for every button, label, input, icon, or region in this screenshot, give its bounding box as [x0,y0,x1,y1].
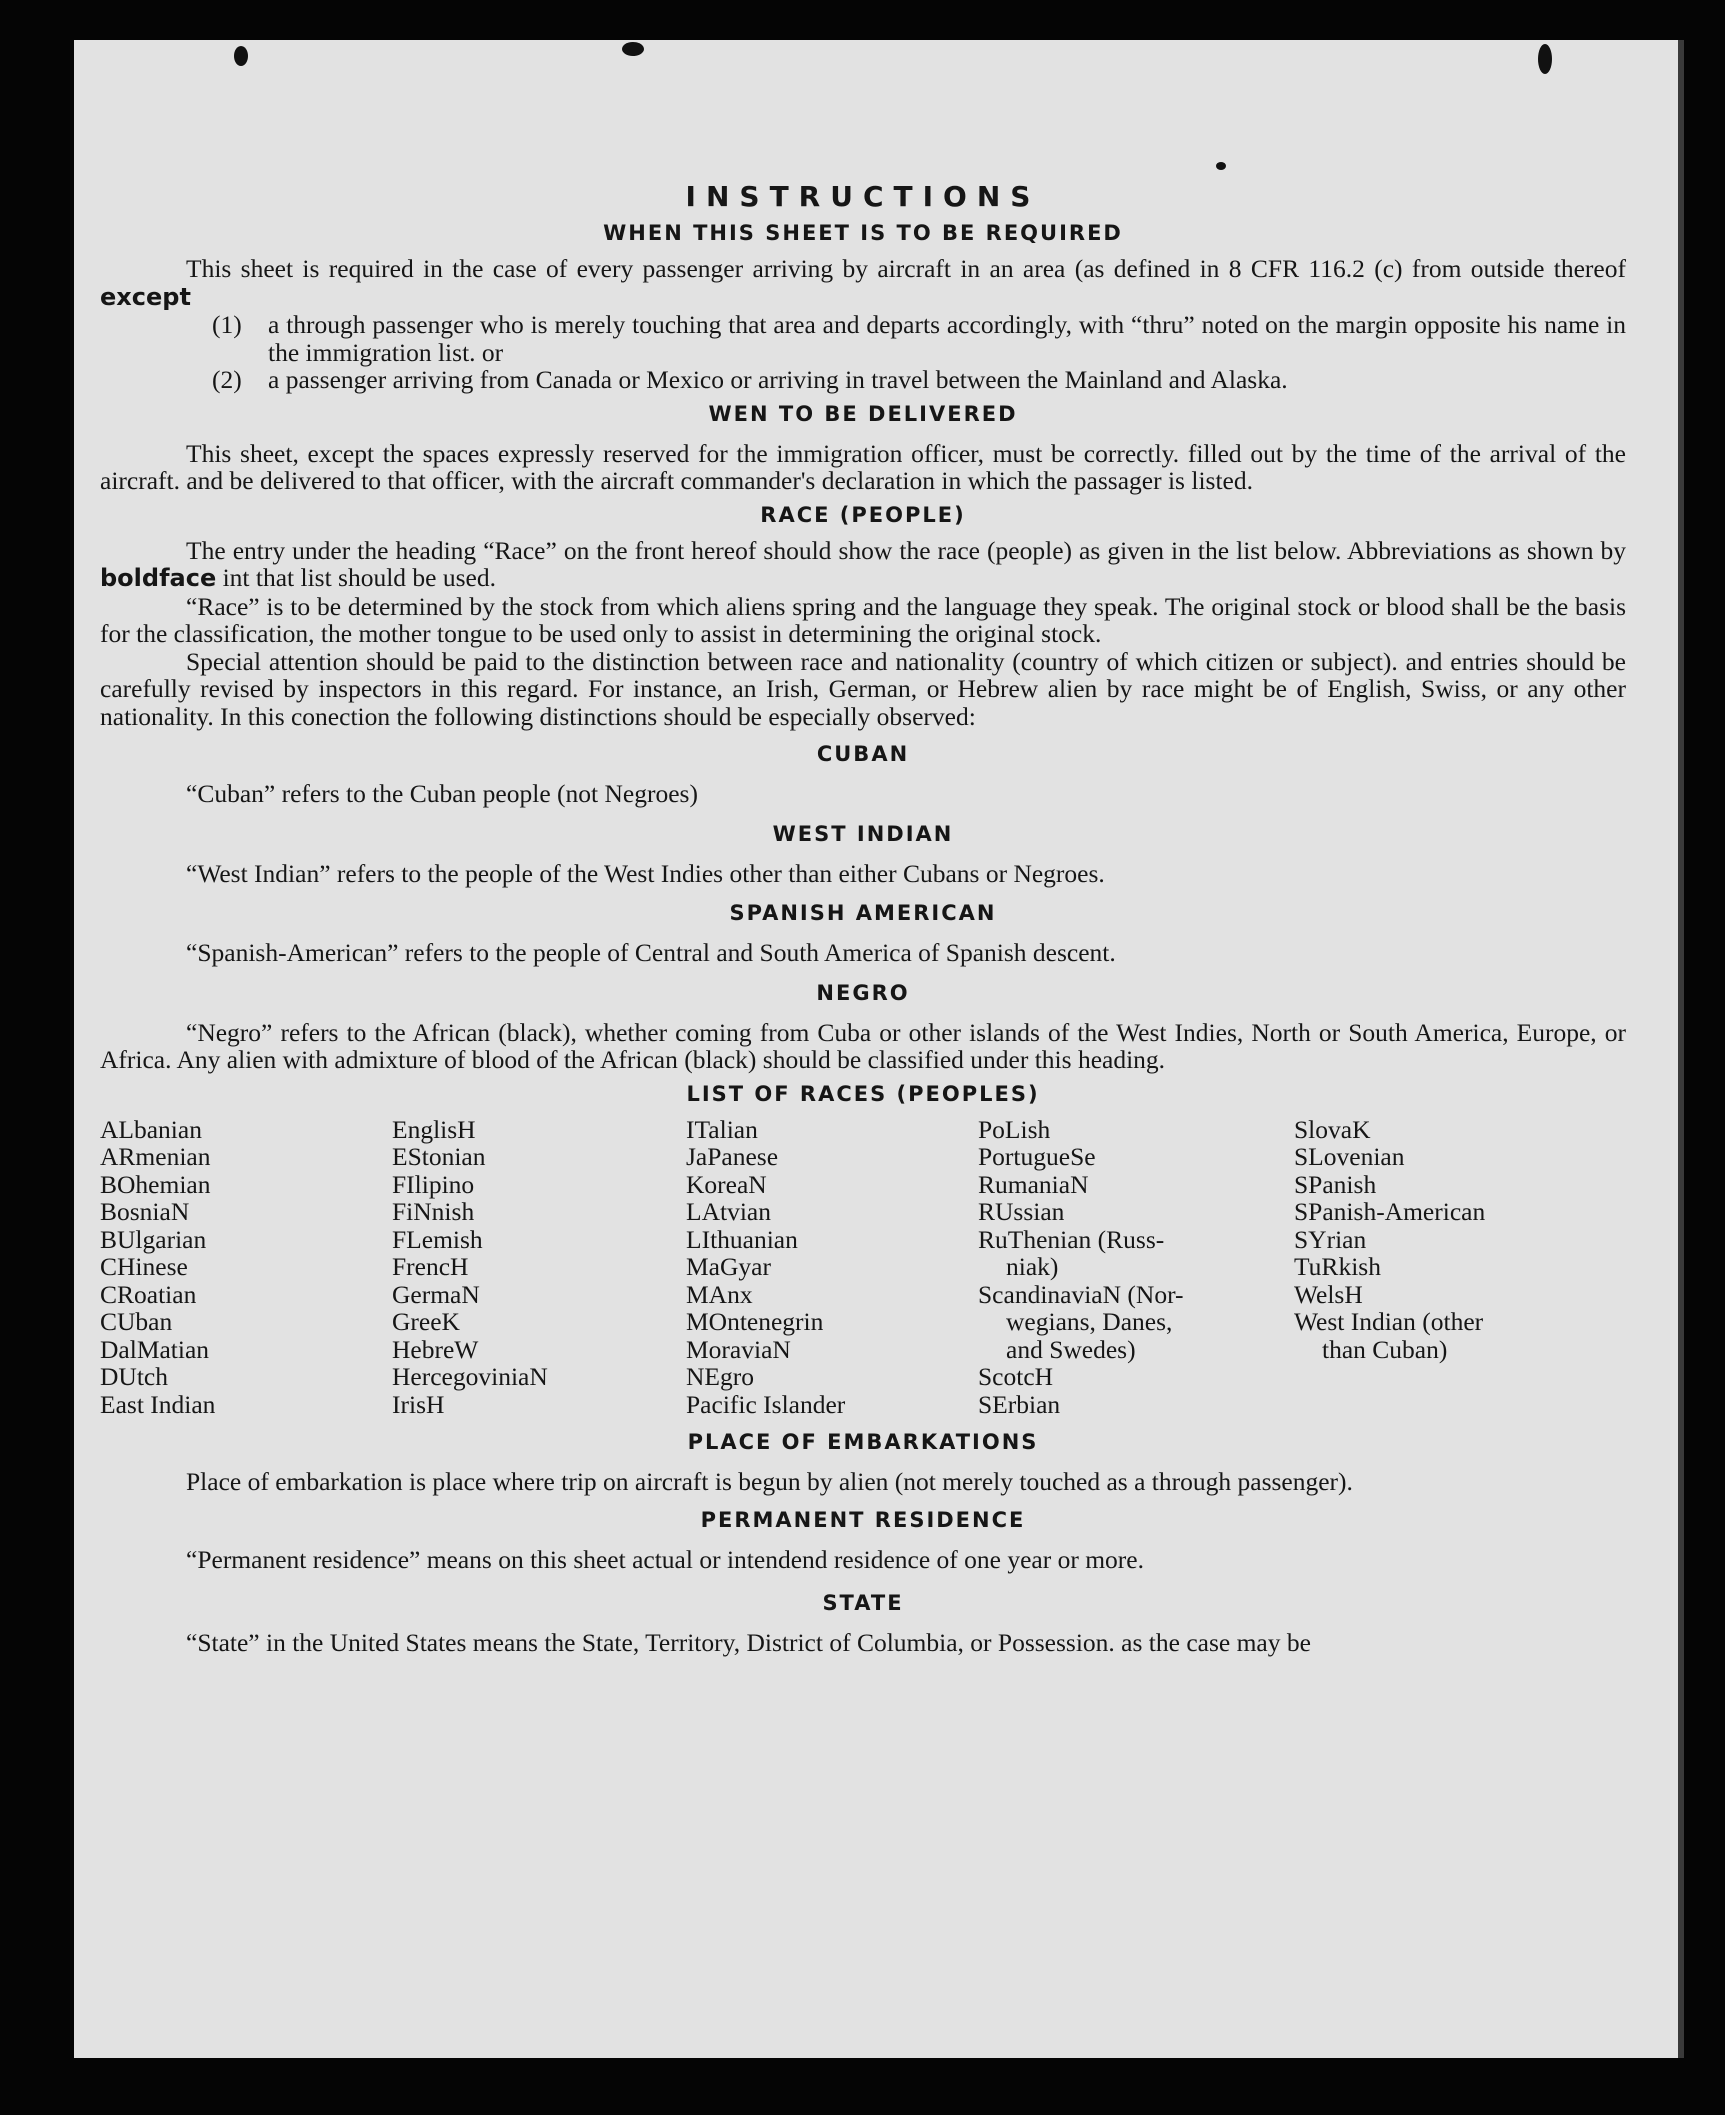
cuban-paragraph: “Cuban” refers to the Cuban people (not Negroes) [186,779,698,808]
heading-list-of-races: LIST OF RACES (PEOPLES) [686,1081,1040,1106]
races-table [100,1116,1626,1419]
ink-speck [1216,162,1226,170]
list-item: (2) a passenger arriving from Canada or Mexico or arriving in travel between the Mainland and Alaska. [212,365,1288,394]
race-paragraph-3: Special attention should be paid to the distinction between race and nationality (country of which citizen or subject). and entries should be carefully revised by inspectors in this regard. For instance, an Irish, German, or Hebrew alien by race might be of English, Swiss, or any other nationality. In this conection the following distinctions should be especially observed: [100,646,1626,731]
page-title: INSTRUCTIONS [685,180,1041,213]
document-page [74,40,1684,2058]
embarkation-paragraph: Place of embarkation is place where trip on aircraft is begun by alien (not merely touched as a through passenger). [186,1467,1353,1496]
negro-paragraph: “Negro” refers to the African (black), whether coming from Cuba or other islands of the West Indies, North or South America, Europe, or Africa. Any alien with admixture of blood of the African (black) should be classified under this heading. [100,1017,1626,1074]
races-column: ALbanian ARmenian BOhemian BosniaN BUlgarian CHinese CRoatian CUban DalMatian DUtch East Indian [100,1114,216,1419]
heading-west-indian: WEST INDIAN [772,821,954,846]
list-item: (1) a through passenger who is merely touching that area and departs accordingly, with “thru” noted on the margin opposite his name in the immigration list. or [212,310,1626,367]
west-indian-paragraph: “West Indian” refers to the people of the West Indies other than either Cubans or Negroes. [186,858,1105,888]
residence-paragraph: “Permanent residence” means on this sheet actual or intendend residence of one year or more. [186,1544,1144,1574]
ink-speck [234,46,248,66]
heading-state: STATE [822,1591,904,1615]
races-column: SlovaK SLovenian SPanish SPanish-American SYrian TuRkish WelsH West Indian (other than Cuban) [1294,1114,1486,1364]
races-column: PoLish PortugueSe RumaniaN RUssian RuThenian (Russ- niak) ScandinaviaN (Nor- wegians, Danes, and Swedes) ScotcH SErbian [978,1114,1184,1419]
race-paragraph-2: “Race” is to be determined by the stock from which aliens spring and the language they speak. The original stock or blood shall be the basis for the classification, the mother tongue to be used only to assist in determining the original stock. [100,591,1626,648]
heading-delivered: WEN TO BE DELIVERED [708,401,1018,426]
heading-race: RACE (PEOPLE) [760,502,966,527]
ink-speck [1538,44,1552,74]
delivered-paragraph: This sheet, except the spaces expressly reserved for the immigration officer, must be correctly. filled out by the time of the arrival of the aircraft. and be delivered to that officer, with the aircraft commander's declaration in which the passager is listed. [100,438,1626,495]
heading-embarkation: PLACE OF EMBARKATIONS [687,1430,1039,1454]
ink-speck [622,42,644,56]
heading-residence: PERMANENT RESIDENCE [700,1507,1026,1532]
heading-spanish-american: SPANISH AMERICAN [729,901,997,925]
heading-negro: NEGRO [816,980,910,1005]
required-paragraph: This sheet is required in the case of every passenger arriving by aircraft in an area (as defined in 8 CFR 116.2 (c) from outside thereof except [100,254,1626,311]
races-column: EnglisH EStonian FIlipino FiNnish FLemish FrencH GermaN GreeK HebreW HercegoviniaN IrisH [392,1114,548,1419]
heading-cuban: CUBAN [816,742,910,766]
spanish-american-paragraph: “Spanish-American” refers to the people of Central and South America of Spanish descent. [186,938,1116,967]
except-keyword: except [100,282,191,311]
document-body [100,180,1626,1657]
state-paragraph: “State” in the United States means the State, Territory, District of Columbia, or Possession. as the case may be [186,1628,1311,1657]
boldface-keyword: boldface [100,564,217,592]
races-column: ITalian JaPanese KoreaN LAtvian LIthuanian MaGyar MAnx MOntenegrin MoraviaN NEgro Pacific Islander [686,1114,846,1419]
heading-required: WHEN THIS SHEET IS TO BE REQUIRED [603,221,1123,245]
race-paragraph-1: The entry under the heading “Race” on the front hereof should show the race (people) as given in the list below. Abbreviations as shown by boldface int that list should be used. [100,535,1626,592]
